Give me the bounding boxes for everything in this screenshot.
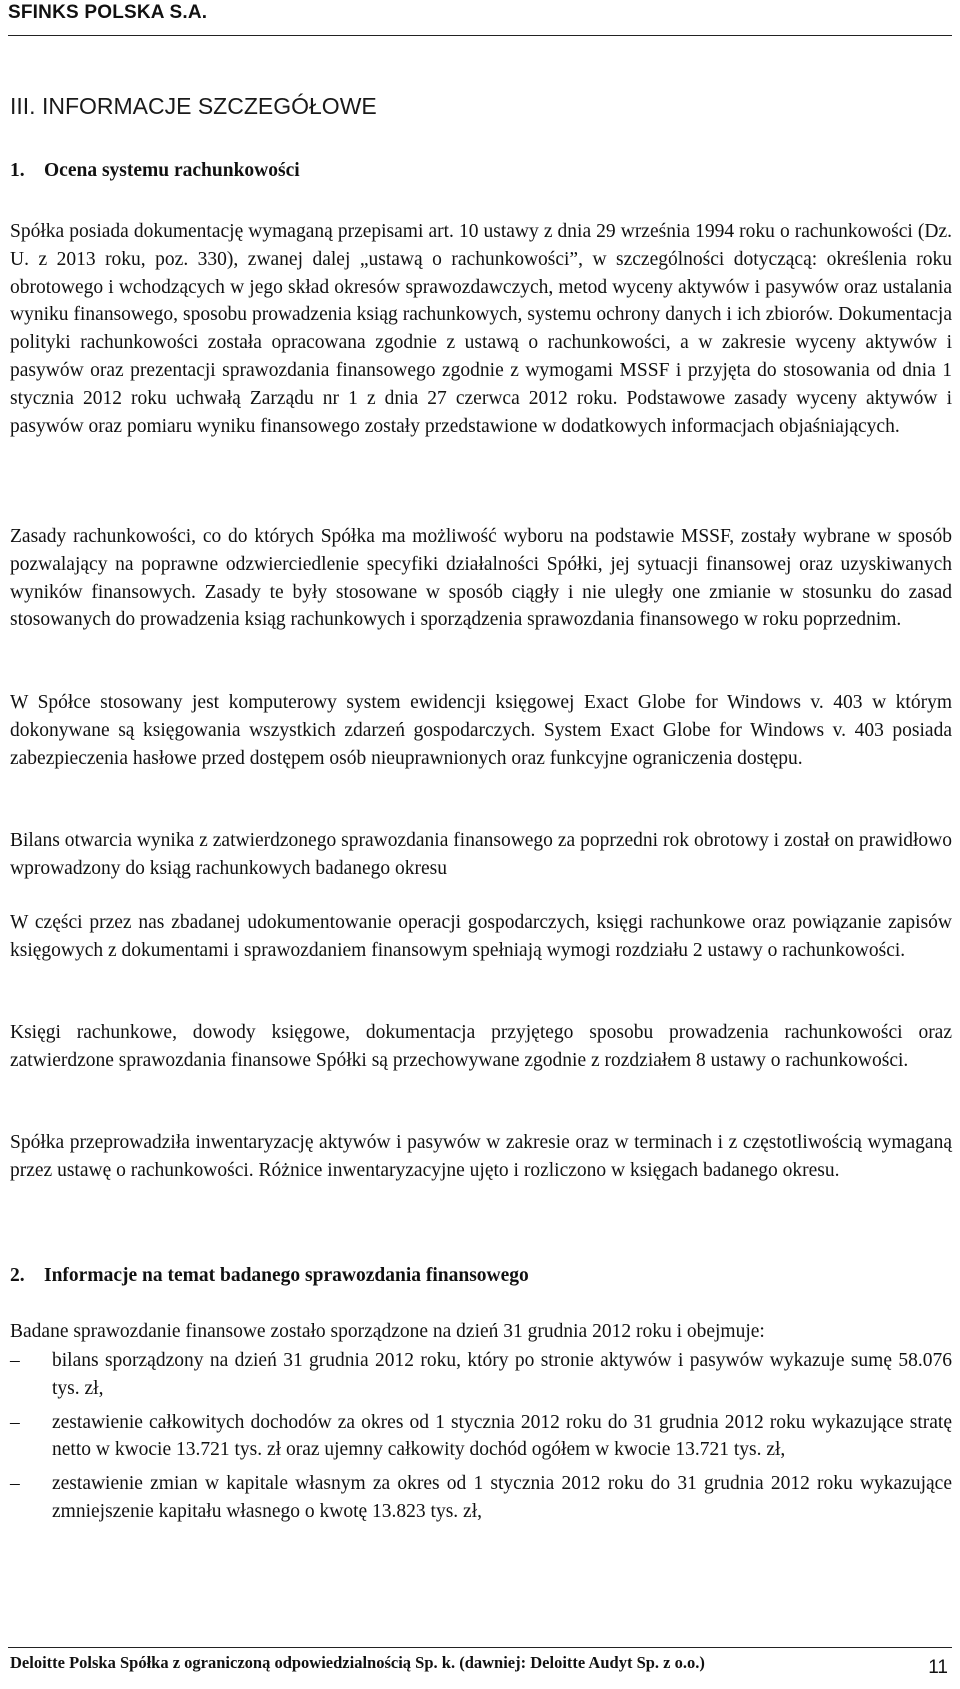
dash-bullet: – bbox=[10, 1473, 20, 1495]
list-item-text: zestawienie zmian w kapitale własnym za okres od 1 stycznia 2012 roku do 31 grudnia 2012 roku wykazujące zmniejszenie kapitału własnego o kwotę 13.823 tys. zł, bbox=[52, 1473, 952, 1522]
paragraph-inventory: Spółka przeprowadziła inwentaryzację aktywów i pasywów w zakresie oraz w terminach i z częstotliwością wymaganą przez ustawę o rachunkowości. Różnice inwentaryzacyjne ujęto i rozliczono w księgach badanego okresu. bbox=[10, 1132, 952, 1181]
list-item bbox=[10, 1347, 952, 1403]
subsection-title: Informacje na temat badanego sprawozdania finansowego bbox=[44, 1265, 529, 1286]
company-name: SFINKS POLSKA S.A. bbox=[8, 2, 208, 23]
paragraph-computer-system: W Spółce stosowany jest komputerowy system ewidencji księgowej Exact Globe for Windows v. 403 w którym dokonywane są księgowania wszystkich zdarzeń gospodarczych. System Exact Globe for Windows v. 403 posiada zabezpieczenia hasłowe przed dostępem osób nieuprawnionych oraz funkcyjne ograniczenia dostępu. bbox=[10, 692, 952, 769]
paragraph-opening-balance: Bilans otwarcia wynika z zatwierdzonego sprawozdania finansowego za poprzedni rok obrotowy i został on prawidłowo wprowadzony do ksiąg rachunkowych badanego okresu bbox=[10, 830, 952, 879]
paragraph-documentation-review: W części przez nas zbadanej udokumentowanie operacji gospodarczych, księgi rachunkowe oraz powiązanie zapisów księgowych z dokumentami i sprawozdaniem finansowym spełniają wymogi rozdziału 2 ustawy o rachunkowości. bbox=[10, 912, 952, 961]
header-divider bbox=[8, 35, 952, 36]
subsection-heading-2 bbox=[10, 1265, 529, 1287]
list-item bbox=[10, 1470, 952, 1526]
paragraph-statements-intro: Badane sprawozdanie finansowe zostało sporządzone na dzień 31 grudnia 2012 roku i obejmuje: bbox=[10, 1321, 765, 1342]
subsection-number: 2. bbox=[10, 1265, 25, 1286]
subsection-title: Ocena systemu rachunkowości bbox=[44, 160, 300, 181]
paragraph-documentation: Spółka posiada dokumentację wymaganą przepisami art. 10 ustawy z dnia 29 września 1994 roku o rachunkowości (Dz. U. z 2013 roku, poz. 330), zwanej dalej „ustawą o rachunkowości”, w szczególności dotyczącą: określenia roku obrotowego i wchodzących w jego skład okresów sprawozdawczych, metod wyceny aktywów i pasywów oraz ustalania wyniku finansowego, sposobu prowadzenia ksiąg rachunkowych, systemu ochrony danych i ich zbiorów. Dokumentacja polityki rachunkowości została opracowana zgodnie z ustawą o rachunkowości, a w zakresie wyceny aktywów i pasywów oraz prezentacji sprawozdania finansowego zgodnie z wymogami MSSF i przyjęta do stosowania od dnia 1 stycznia 2012 roku uchwałą Zarządu nr 1 z dnia 27 czerwca 2012 roku. Podstawowe zasady wyceny aktywów i pasywów oraz pomiaru wyniku finansowego zostały przedstawione w dodatkowych informacjach objaśniających. bbox=[10, 221, 952, 437]
paragraph-books-storage: Księgi rachunkowe, dowody księgowe, dokumentacja przyjętego sposobu prowadzenia rachunkowości oraz zatwierdzone sprawozdania finansowe Spółki są przechowywane zgodnie z rozdziałem 8 ustawy o rachunkowości. bbox=[10, 1022, 952, 1071]
statements-list bbox=[10, 1347, 952, 1526]
footer-firm-name: Deloitte Polska Spółka z ograniczoną odpowiedzialnością Sp. k. (dawniej: Deloitte Audyt Sp. z o.o.) bbox=[10, 1653, 705, 1672]
list-item-text: bilans sporządzony na dzień 31 grudnia 2012 roku, który po stronie aktywów i pasywów wykazuje sumę 58.076 tys. zł, bbox=[52, 1350, 952, 1399]
dash-bullet: – bbox=[10, 1350, 20, 1371]
paragraph-accounting-policies: Zasady rachunkowości, co do których Spółka ma możliwość wyboru na podstawie MSSF, zostały wybrane w sposób pozwalający na poprawne odzwierciedlenie specyfiki działalności Spółki, jej sytuacji finansowej oraz uzyskiwanych wyników finansowych. Zasady te były stosowane w sposób ciągły i nie uległy one zmianie w stosunku do zasad stosowanych do prowadzenia ksiąg rachunkowych i sporządzenia sprawozdania finansowego w roku poprzednim. bbox=[10, 526, 952, 631]
subsection-number: 1. bbox=[10, 160, 25, 181]
dash-bullet: – bbox=[10, 1411, 20, 1433]
section-title: III. INFORMACJE SZCZEGÓŁOWE bbox=[10, 93, 377, 119]
list-item bbox=[10, 1409, 952, 1465]
list-item-text: zestawienie całkowitych dochodów za okres od 1 stycznia 2012 roku do 31 grudnia 2012 roku wykazujące stratę netto w kwocie 13.721 tys. zł oraz ujemny całkowity dochód ogółem w kwocie 13.721 tys. zł, bbox=[52, 1411, 952, 1461]
subsection-heading-1 bbox=[10, 160, 300, 182]
page-number: 11 bbox=[928, 1657, 948, 1678]
footer-divider bbox=[8, 1647, 952, 1648]
